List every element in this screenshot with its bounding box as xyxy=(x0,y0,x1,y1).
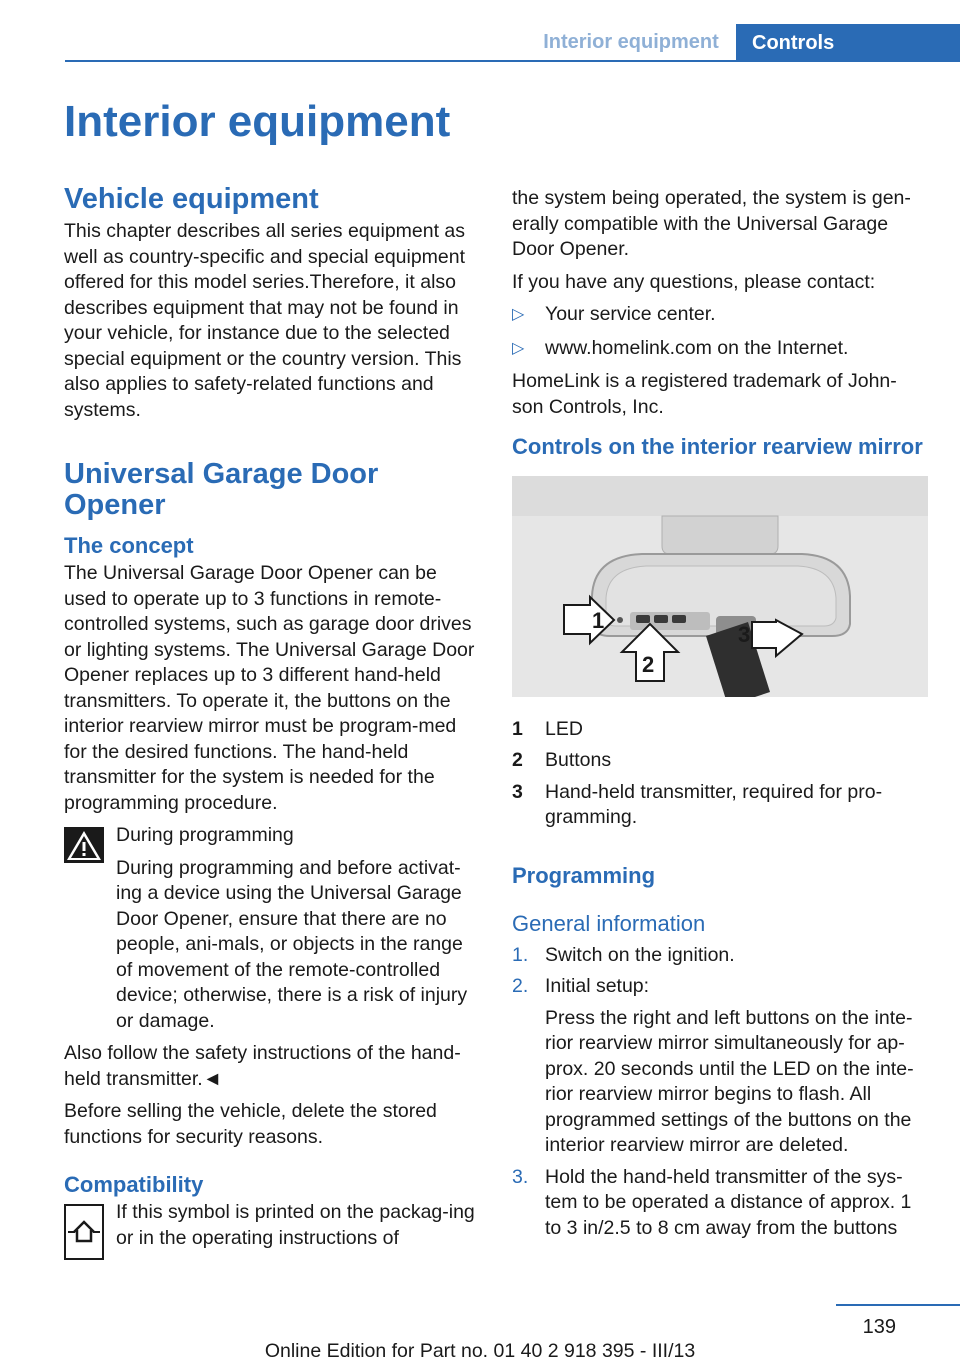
step-text xyxy=(545,974,928,1159)
legend-number: 3 xyxy=(512,780,523,803)
right-column xyxy=(512,186,928,1247)
legend-number: 1 xyxy=(512,717,523,740)
paragraph-trademark: HomeLink is a registered trademark of John-son Controls, Inc. xyxy=(512,370,897,418)
paragraph-concept: The Universal Garage Door Opener can be used to operate up to 3 functions in remote-controlled systems, such as garage door drives or lighting systems. The Universal Garage Door Opener replaces up to 3 different hand-held transmitters. To operate it, the buttons on the interior rearview mirror must be program-med for the desired functions. The hand-held transmitter for the system is needed for the programming procedure. xyxy=(64,562,475,814)
heading-controls-rearview-mirror: Controls on the interior rearview mirror xyxy=(512,434,923,459)
step-number: 1. xyxy=(512,943,529,966)
step-2-label: Initial setup: xyxy=(545,975,650,997)
step-text: Hold the hand-held transmitter of the sys-tem to be operated a distance of approx. 1 to 3 in/2.5 to 8 cm away from the buttons xyxy=(545,1165,912,1239)
step-item xyxy=(512,943,928,969)
heading-compatibility: Compatibility xyxy=(64,1172,204,1197)
step-text: Switch on the ignition. xyxy=(545,943,735,966)
paragraph-selling: Before selling the vehicle, delete the stored functions for security reasons. xyxy=(64,1100,437,1148)
step-item xyxy=(512,974,928,1159)
step-number: 3. xyxy=(512,1165,529,1188)
heading-vehicle-equipment: Vehicle equipment xyxy=(64,183,319,215)
callout-1: 1 xyxy=(592,608,605,633)
warning-follow-text: Also follow the safety instructions of the hand-held transmitter.◄ xyxy=(64,1042,461,1090)
legend-text: LED xyxy=(545,717,583,740)
rearview-mirror-illustration xyxy=(512,476,928,697)
step-item xyxy=(512,1165,928,1242)
warning-triangle-icon xyxy=(64,827,104,863)
heading-programming: Programming xyxy=(512,862,656,888)
page-number: 139 xyxy=(862,1316,896,1338)
heading-general-information: General information xyxy=(512,910,706,936)
warning-block xyxy=(64,823,480,1034)
left-column xyxy=(64,184,480,1258)
legend-text: Buttons xyxy=(545,749,612,771)
homelink-house-icon xyxy=(64,1204,104,1260)
heading-the-concept: The concept xyxy=(64,533,194,558)
legend-item xyxy=(512,748,928,774)
warning-text: During programming and before activat-ing a device using the Universal Garage Door Opener, ensure that there are no people, ani-mals, or objects in the range of movement of the remote-controlled device; otherwise, there is a risk of injury or damage. xyxy=(116,856,468,1032)
legend-item xyxy=(512,717,928,743)
legend-text: Hand-held transmitter, required for pro-gramming. xyxy=(545,780,883,828)
warning-title: During programming xyxy=(116,824,294,846)
footer-rule xyxy=(836,1304,960,1306)
paragraph-vehicle-equipment: This chapter describes all series equipment as well as country-specific and special equipment offered for this model series.Therefore, it also describes equipment that may not be found in your vehicle, for instance due to the selected special equipment or the country version. This also applies to safety-related functions and systems. xyxy=(64,220,466,421)
legend-item xyxy=(512,780,928,831)
page-title: Interior equipment xyxy=(64,97,451,146)
callout-3: 3 xyxy=(738,622,751,647)
step-number: 2. xyxy=(512,975,529,997)
callout-2: 2 xyxy=(642,652,655,677)
step-2-detail: Press the right and left buttons on the inte-rior rearview mirror simultaneously for ap-prox. 20 seconds until the LED on the inte-rior rearview mirror begins to flash. All programmed settings of the buttons on the interior rearview mirror are deleted. xyxy=(545,1006,914,1156)
compatibility-block xyxy=(64,1200,480,1251)
header-rule xyxy=(65,60,960,62)
footer-edition: Online Edition for Part no. 01 40 2 918 395 - III/13 xyxy=(264,1340,696,1362)
list-item xyxy=(512,302,928,328)
paragraph-contact: If you have any questions, please contact: xyxy=(512,270,876,293)
bullet-marker: ▷ xyxy=(512,306,525,323)
paragraph-compat-continued: the system being operated, the system is gen-erally compatible with the Universal Garage Door Opener. xyxy=(512,187,911,260)
legend-number: 2 xyxy=(512,749,523,771)
bullet-text: Your service center. xyxy=(545,303,716,325)
bullet-text: www.homelink.com on the Internet. xyxy=(545,336,849,359)
list-item xyxy=(512,336,928,362)
compatibility-text: If this symbol is printed on the packag-ing or in the operating instructions of xyxy=(116,1201,475,1249)
heading-universal-garage-door-opener: Universal Garage Door Opener xyxy=(64,458,379,521)
bullet-marker: ▷ xyxy=(512,339,525,357)
header-tab-controls: Controls xyxy=(736,24,960,62)
header-section-label: Interior equipment xyxy=(543,30,719,53)
